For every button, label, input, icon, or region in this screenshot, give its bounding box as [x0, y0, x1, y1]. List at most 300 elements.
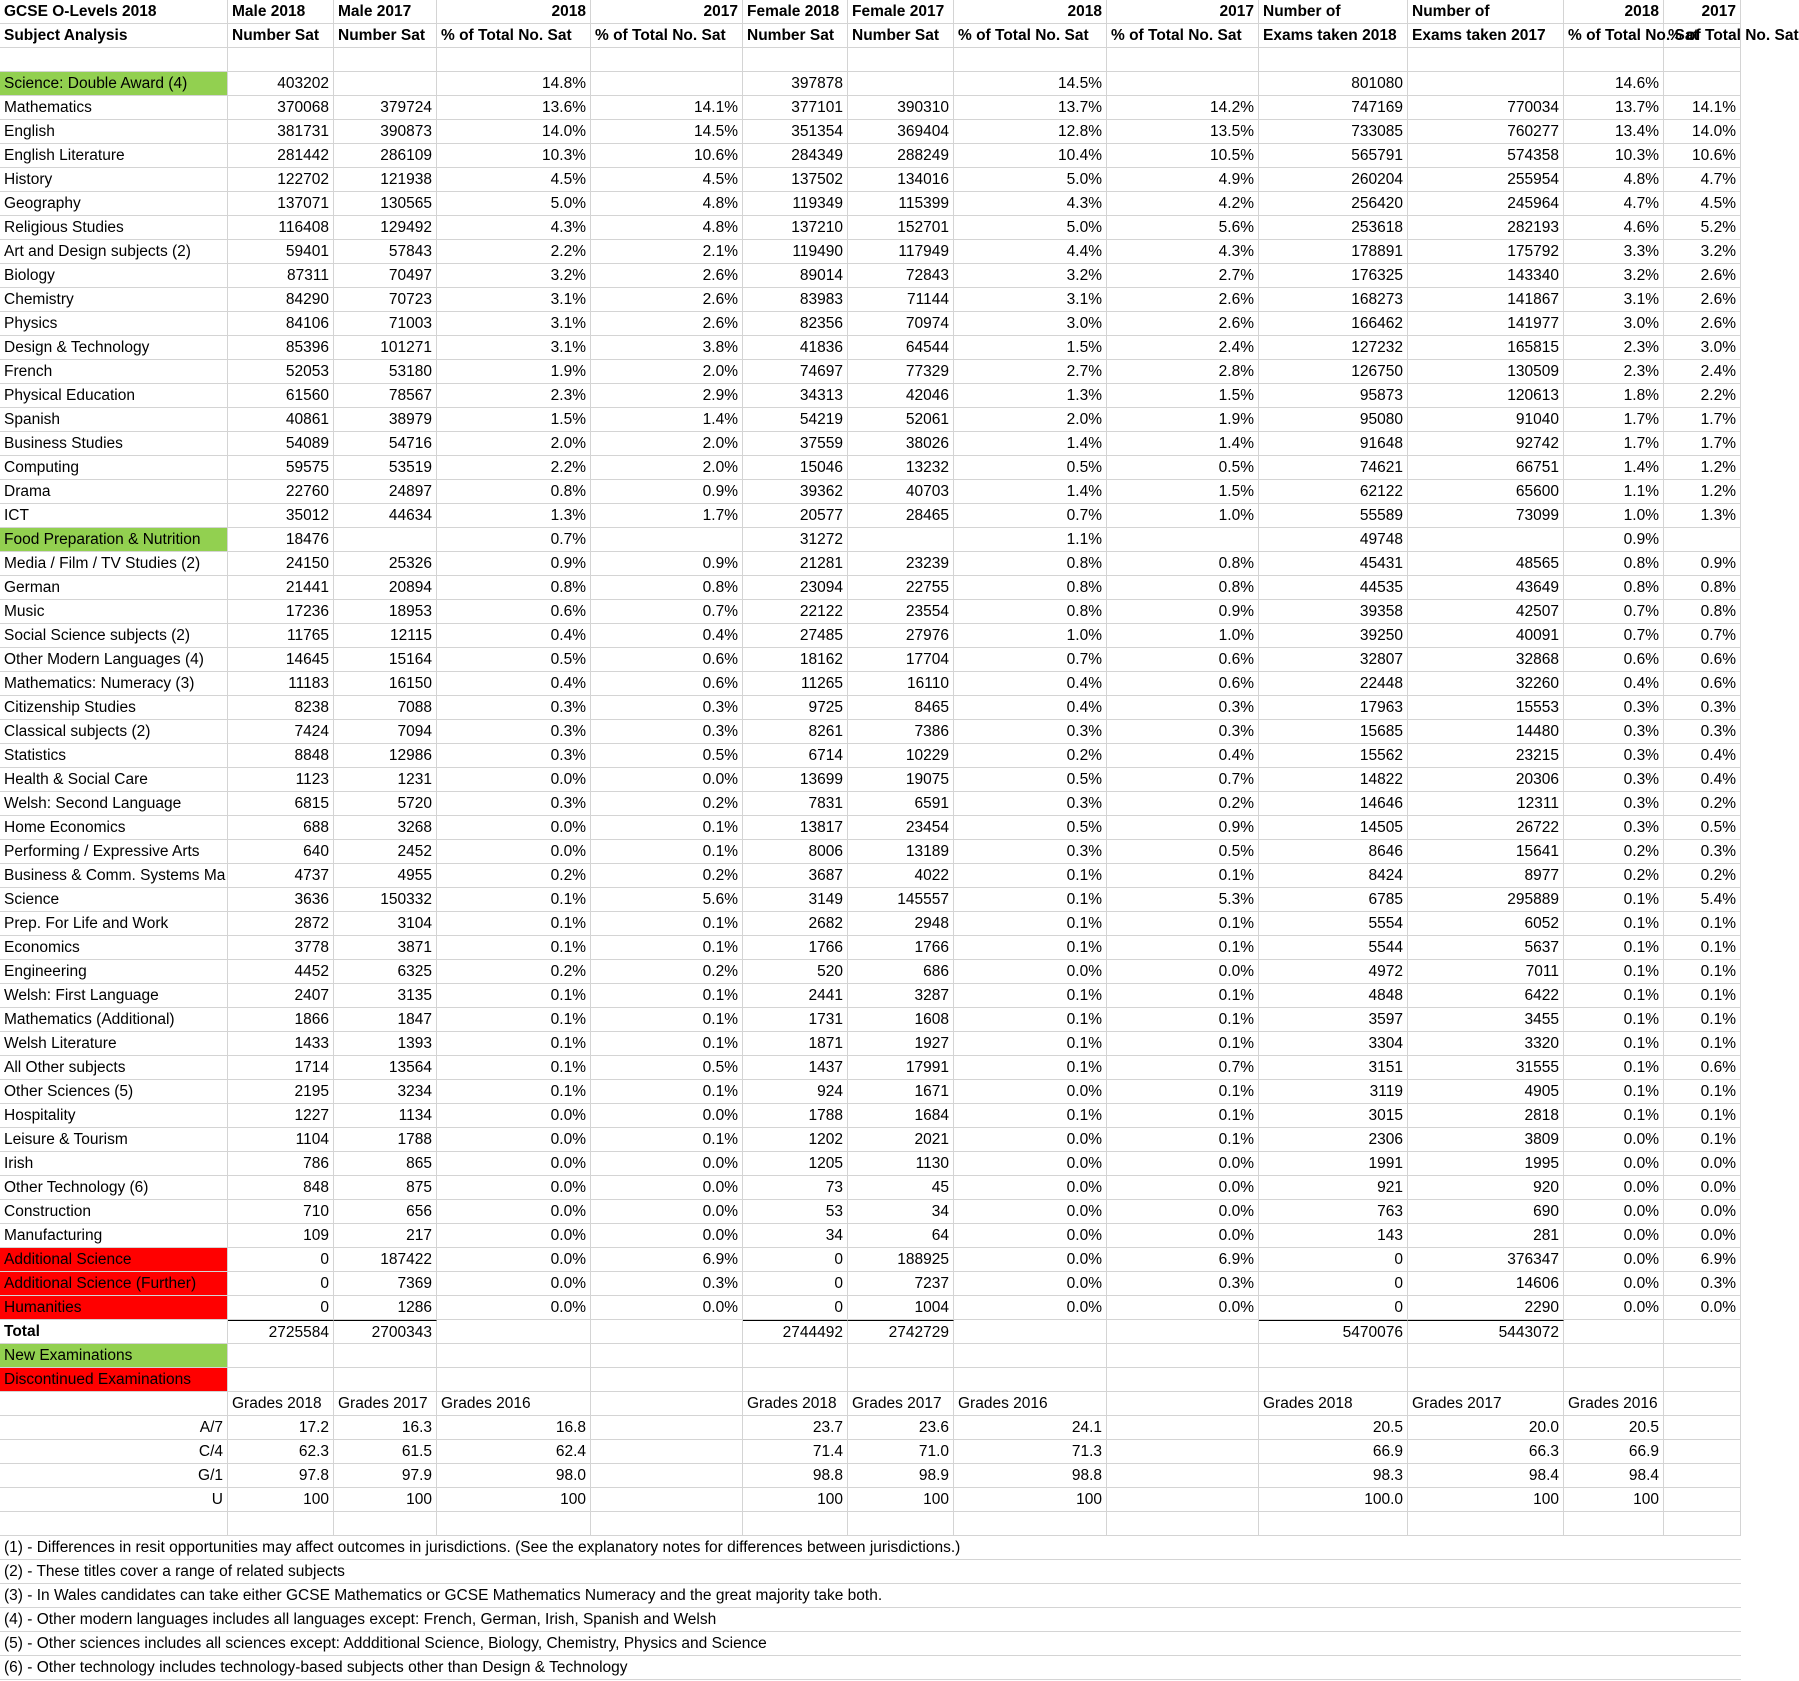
data-cell[interactable]: 89014 — [743, 264, 848, 288]
data-cell[interactable]: 0.2% — [1664, 864, 1741, 888]
data-cell[interactable]: 32260 — [1408, 672, 1564, 696]
grade-value[interactable] — [1107, 1464, 1259, 1488]
data-cell[interactable]: 3.1% — [437, 288, 591, 312]
data-cell[interactable]: 370068 — [228, 96, 334, 120]
grade-value[interactable] — [1107, 1440, 1259, 1464]
data-cell[interactable]: 134016 — [848, 168, 954, 192]
data-cell[interactable]: 71003 — [334, 312, 437, 336]
empty-cell[interactable] — [228, 1368, 334, 1392]
empty-cell[interactable] — [1259, 1512, 1408, 1536]
data-cell[interactable]: 3.3% — [1564, 240, 1664, 264]
data-cell[interactable]: 1.7% — [1664, 408, 1741, 432]
data-cell[interactable]: 0.8% — [1664, 600, 1741, 624]
subject-label[interactable]: Additional Science — [0, 1248, 228, 1272]
subject-label[interactable]: Welsh: Second Language — [0, 792, 228, 816]
data-cell[interactable]: 2.6% — [1664, 288, 1741, 312]
data-cell[interactable]: 0.3% — [1107, 696, 1259, 720]
data-cell[interactable]: 0.8% — [1664, 576, 1741, 600]
grade-value[interactable] — [1107, 1488, 1259, 1512]
data-cell[interactable]: 0.0% — [954, 1152, 1107, 1176]
data-cell[interactable]: 4.4% — [954, 240, 1107, 264]
data-cell[interactable]: 0.1% — [1564, 1080, 1664, 1104]
data-cell[interactable]: 2.3% — [437, 384, 591, 408]
data-cell[interactable]: 0.3% — [1564, 816, 1664, 840]
data-cell[interactable]: 4955 — [334, 864, 437, 888]
data-cell[interactable]: 282193 — [1408, 216, 1564, 240]
subject-label[interactable]: Irish — [0, 1152, 228, 1176]
grade-value[interactable] — [591, 1440, 743, 1464]
grade-value[interactable]: 71.3 — [954, 1440, 1107, 1464]
data-cell[interactable]: 44535 — [1259, 576, 1408, 600]
data-cell[interactable]: 0.0% — [591, 1200, 743, 1224]
empty-cell[interactable] — [0, 1392, 228, 1416]
data-cell[interactable]: 16110 — [848, 672, 954, 696]
data-cell[interactable]: 2.0% — [954, 408, 1107, 432]
data-cell[interactable]: 1.4% — [1564, 456, 1664, 480]
data-cell[interactable]: 1.3% — [437, 504, 591, 528]
data-cell[interactable]: 3.2% — [1564, 264, 1664, 288]
grades-header[interactable]: Grades 2017 — [848, 1392, 954, 1416]
data-cell[interactable]: 53519 — [334, 456, 437, 480]
subject-label[interactable]: Other Sciences (5) — [0, 1080, 228, 1104]
data-cell[interactable]: 2.0% — [591, 456, 743, 480]
data-cell[interactable]: 3597 — [1259, 1008, 1408, 1032]
data-cell[interactable]: 0.3% — [437, 720, 591, 744]
data-cell[interactable]: 0.3% — [1564, 792, 1664, 816]
data-cell[interactable]: 18953 — [334, 600, 437, 624]
column-header[interactable]: Exams taken 2018 — [1259, 24, 1408, 48]
subject-label[interactable]: Art and Design subjects (2) — [0, 240, 228, 264]
data-cell[interactable]: 0.0% — [1564, 1200, 1664, 1224]
data-cell[interactable]: 175792 — [1408, 240, 1564, 264]
data-cell[interactable]: 865 — [334, 1152, 437, 1176]
data-cell[interactable]: 4.8% — [1564, 168, 1664, 192]
data-cell[interactable]: 0.2% — [1664, 792, 1741, 816]
data-cell[interactable]: 22448 — [1259, 672, 1408, 696]
data-cell[interactable]: 14.1% — [591, 96, 743, 120]
data-cell[interactable]: 0.2% — [437, 864, 591, 888]
data-cell[interactable]: 31272 — [743, 528, 848, 552]
data-cell[interactable]: 0.0% — [954, 1080, 1107, 1104]
data-cell[interactable]: 152701 — [848, 216, 954, 240]
data-cell[interactable]: 0.1% — [437, 1056, 591, 1080]
data-cell[interactable]: 0.0% — [1107, 1224, 1259, 1248]
empty-cell[interactable] — [848, 1368, 954, 1392]
data-cell[interactable]: 2948 — [848, 912, 954, 936]
data-cell[interactable]: 0.0% — [437, 1104, 591, 1128]
data-cell[interactable]: 0.0% — [1107, 960, 1259, 984]
grade-value[interactable]: 24.1 — [954, 1416, 1107, 1440]
subject-label[interactable]: Science — [0, 888, 228, 912]
empty-cell[interactable] — [1564, 48, 1664, 72]
data-cell[interactable]: 2.2% — [437, 456, 591, 480]
data-cell[interactable]: 119349 — [743, 192, 848, 216]
data-cell[interactable] — [1664, 528, 1741, 552]
data-cell[interactable]: 1123 — [228, 768, 334, 792]
data-cell[interactable]: 3687 — [743, 864, 848, 888]
data-cell[interactable]: 8465 — [848, 696, 954, 720]
subject-label[interactable]: English — [0, 120, 228, 144]
data-cell[interactable]: 0.1% — [954, 1008, 1107, 1032]
data-cell[interactable]: 49748 — [1259, 528, 1408, 552]
data-cell[interactable]: 4848 — [1259, 984, 1408, 1008]
subject-label[interactable]: French — [0, 360, 228, 384]
data-cell[interactable]: 14.2% — [1107, 96, 1259, 120]
data-cell[interactable]: 0.0% — [1564, 1296, 1664, 1320]
column-header[interactable]: 2017 — [591, 0, 743, 24]
subject-label[interactable]: Business Studies — [0, 432, 228, 456]
data-cell[interactable]: 0.7% — [437, 528, 591, 552]
data-cell[interactable]: 13.6% — [437, 96, 591, 120]
data-cell[interactable]: 14822 — [1259, 768, 1408, 792]
grade-value[interactable] — [1107, 1416, 1259, 1440]
data-cell[interactable]: 4.3% — [1107, 240, 1259, 264]
data-cell[interactable]: 2.3% — [1564, 336, 1664, 360]
data-cell[interactable]: 0.5% — [1664, 816, 1741, 840]
data-cell[interactable]: 23239 — [848, 552, 954, 576]
data-cell[interactable]: 0.1% — [437, 1008, 591, 1032]
empty-cell[interactable] — [1408, 1512, 1564, 1536]
data-cell[interactable]: 0.3% — [1107, 720, 1259, 744]
total-cell[interactable] — [591, 1320, 743, 1344]
data-cell[interactable]: 2452 — [334, 840, 437, 864]
data-cell[interactable]: 7831 — [743, 792, 848, 816]
data-cell[interactable]: 84106 — [228, 312, 334, 336]
grade-value[interactable] — [591, 1416, 743, 1440]
data-cell[interactable]: 0.0% — [591, 768, 743, 792]
data-cell[interactable]: 10229 — [848, 744, 954, 768]
data-cell[interactable]: 8424 — [1259, 864, 1408, 888]
data-cell[interactable]: 2.6% — [1107, 288, 1259, 312]
subject-label[interactable]: Food Preparation & Nutrition — [0, 528, 228, 552]
subject-label[interactable]: Other Modern Languages (4) — [0, 648, 228, 672]
subject-label[interactable]: Music — [0, 600, 228, 624]
data-cell[interactable]: 0.1% — [954, 912, 1107, 936]
data-cell[interactable]: 0.1% — [954, 984, 1107, 1008]
data-cell[interactable]: 82356 — [743, 312, 848, 336]
data-cell[interactable]: 390873 — [334, 120, 437, 144]
data-cell[interactable]: 0.1% — [591, 936, 743, 960]
data-cell[interactable]: 0.4% — [1664, 744, 1741, 768]
data-cell[interactable]: 10.4% — [954, 144, 1107, 168]
subject-label[interactable]: English Literature — [0, 144, 228, 168]
data-cell[interactable]: 20577 — [743, 504, 848, 528]
data-cell[interactable]: 0.5% — [437, 648, 591, 672]
data-cell[interactable]: 1.8% — [1564, 384, 1664, 408]
data-cell[interactable]: 3320 — [1408, 1032, 1564, 1056]
grade-value[interactable]: 20.0 — [1408, 1416, 1564, 1440]
data-cell[interactable]: 71144 — [848, 288, 954, 312]
data-cell[interactable]: 4022 — [848, 864, 954, 888]
data-cell[interactable]: 0.1% — [1664, 936, 1741, 960]
data-cell[interactable]: 73 — [743, 1176, 848, 1200]
column-header[interactable]: % of Total No. Sat — [1107, 24, 1259, 48]
empty-cell[interactable] — [1664, 1344, 1741, 1368]
data-cell[interactable]: 7237 — [848, 1272, 954, 1296]
empty-cell[interactable] — [228, 1344, 334, 1368]
data-cell[interactable]: 286109 — [334, 144, 437, 168]
data-cell[interactable]: 3.2% — [1664, 240, 1741, 264]
data-cell[interactable]: 381731 — [228, 120, 334, 144]
data-cell[interactable]: 848 — [228, 1176, 334, 1200]
column-header[interactable]: Number of — [1259, 0, 1408, 24]
data-cell[interactable]: 0.5% — [591, 744, 743, 768]
empty-cell[interactable] — [1564, 1368, 1664, 1392]
empty-cell[interactable] — [1408, 1368, 1564, 1392]
data-cell[interactable]: 1437 — [743, 1056, 848, 1080]
data-cell[interactable]: 0 — [743, 1296, 848, 1320]
data-cell[interactable]: 17963 — [1259, 696, 1408, 720]
empty-cell[interactable] — [591, 48, 743, 72]
data-cell[interactable]: 0.0% — [1107, 1200, 1259, 1224]
data-cell[interactable]: 1104 — [228, 1128, 334, 1152]
subject-label[interactable]: Design & Technology — [0, 336, 228, 360]
data-cell[interactable]: 48565 — [1408, 552, 1564, 576]
data-cell[interactable]: 166462 — [1259, 312, 1408, 336]
data-cell[interactable]: 0.3% — [591, 720, 743, 744]
data-cell[interactable]: 0.1% — [591, 840, 743, 864]
data-cell[interactable]: 3015 — [1259, 1104, 1408, 1128]
data-cell[interactable]: 3287 — [848, 984, 954, 1008]
data-cell[interactable]: 0.1% — [1107, 936, 1259, 960]
data-cell[interactable]: 1.5% — [1107, 480, 1259, 504]
data-cell[interactable]: 3778 — [228, 936, 334, 960]
data-cell[interactable]: 4.2% — [1107, 192, 1259, 216]
data-cell[interactable]: 376347 — [1408, 1248, 1564, 1272]
data-cell[interactable]: 747169 — [1259, 96, 1408, 120]
data-cell[interactable]: 13.5% — [1107, 120, 1259, 144]
data-cell[interactable]: 0.0% — [437, 1152, 591, 1176]
grade-value[interactable]: 100.0 — [1259, 1488, 1408, 1512]
data-cell[interactable]: 26722 — [1408, 816, 1564, 840]
data-cell[interactable]: 0.1% — [591, 1128, 743, 1152]
empty-cell[interactable] — [954, 1344, 1107, 1368]
data-cell[interactable]: 0.0% — [437, 1224, 591, 1248]
empty-cell[interactable] — [591, 1368, 743, 1392]
data-cell[interactable]: 4.5% — [591, 168, 743, 192]
data-cell[interactable]: 0.9% — [1107, 600, 1259, 624]
subject-label[interactable]: Manufacturing — [0, 1224, 228, 1248]
data-cell[interactable]: 6815 — [228, 792, 334, 816]
empty-cell[interactable] — [1259, 48, 1408, 72]
data-cell[interactable]: 15046 — [743, 456, 848, 480]
data-cell[interactable]: 1.1% — [954, 528, 1107, 552]
data-cell[interactable]: 42507 — [1408, 600, 1564, 624]
column-header[interactable]: % of Total No. Sat — [1564, 24, 1664, 48]
data-cell[interactable]: 130565 — [334, 192, 437, 216]
data-cell[interactable]: 379724 — [334, 96, 437, 120]
data-cell[interactable]: 0.1% — [591, 816, 743, 840]
data-cell[interactable]: 690 — [1408, 1200, 1564, 1224]
data-cell[interactable]: 0.9% — [591, 480, 743, 504]
data-cell[interactable]: 2682 — [743, 912, 848, 936]
data-cell[interactable]: 0.7% — [954, 648, 1107, 672]
data-cell[interactable]: 0 — [228, 1272, 334, 1296]
data-cell[interactable]: 1.4% — [591, 408, 743, 432]
data-cell[interactable]: 6052 — [1408, 912, 1564, 936]
data-cell[interactable]: 0.3% — [1107, 1272, 1259, 1296]
data-cell[interactable]: 0.0% — [437, 1272, 591, 1296]
grade-value[interactable]: 97.9 — [334, 1464, 437, 1488]
empty-cell[interactable] — [1408, 48, 1564, 72]
grade-label[interactable]: U — [0, 1488, 228, 1512]
data-cell[interactable]: 129492 — [334, 216, 437, 240]
data-cell[interactable]: 28465 — [848, 504, 954, 528]
data-cell[interactable]: 119490 — [743, 240, 848, 264]
data-cell[interactable]: 2.4% — [1664, 360, 1741, 384]
data-cell[interactable]: 40861 — [228, 408, 334, 432]
data-cell[interactable]: 1.5% — [954, 336, 1107, 360]
data-cell[interactable]: 0.2% — [1564, 864, 1664, 888]
subject-label[interactable]: Home Economics — [0, 816, 228, 840]
empty-cell[interactable] — [743, 1344, 848, 1368]
data-cell[interactable]: 24897 — [334, 480, 437, 504]
data-cell[interactable]: 0.1% — [437, 888, 591, 912]
subject-label[interactable]: Media / Film / TV Studies (2) — [0, 552, 228, 576]
data-cell[interactable]: 0.3% — [1664, 840, 1741, 864]
grades-header[interactable] — [591, 1392, 743, 1416]
data-cell[interactable]: 137071 — [228, 192, 334, 216]
data-cell[interactable]: 0.2% — [437, 960, 591, 984]
empty-cell[interactable] — [0, 48, 228, 72]
data-cell[interactable] — [1408, 72, 1564, 96]
data-cell[interactable]: 14.6% — [1564, 72, 1664, 96]
empty-cell[interactable] — [437, 1512, 591, 1536]
empty-cell[interactable] — [1107, 1368, 1259, 1392]
data-cell[interactable]: 710 — [228, 1200, 334, 1224]
data-cell[interactable]: 1766 — [848, 936, 954, 960]
grade-value[interactable]: 23.7 — [743, 1416, 848, 1440]
subject-label[interactable]: Statistics — [0, 744, 228, 768]
data-cell[interactable]: 0.3% — [1664, 1272, 1741, 1296]
subject-label[interactable]: Physics — [0, 312, 228, 336]
empty-cell[interactable] — [1107, 1512, 1259, 1536]
data-cell[interactable]: 10.6% — [1664, 144, 1741, 168]
data-cell[interactable]: 9725 — [743, 696, 848, 720]
data-cell[interactable]: 14645 — [228, 648, 334, 672]
data-cell[interactable]: 0.9% — [1664, 552, 1741, 576]
grade-value[interactable]: 100 — [228, 1488, 334, 1512]
data-cell[interactable]: 0.3% — [1564, 696, 1664, 720]
data-cell[interactable]: 4.3% — [437, 216, 591, 240]
data-cell[interactable]: 2.2% — [437, 240, 591, 264]
data-cell[interactable]: 1671 — [848, 1080, 954, 1104]
grade-value[interactable]: 61.5 — [334, 1440, 437, 1464]
data-cell[interactable]: 13699 — [743, 768, 848, 792]
data-cell[interactable]: 0.1% — [1107, 1128, 1259, 1152]
data-cell[interactable]: 6325 — [334, 960, 437, 984]
data-cell[interactable]: 0.0% — [1564, 1128, 1664, 1152]
data-cell[interactable]: 5720 — [334, 792, 437, 816]
data-cell[interactable]: 10.5% — [1107, 144, 1259, 168]
subject-label[interactable]: Hospitality — [0, 1104, 228, 1128]
subject-label[interactable]: Engineering — [0, 960, 228, 984]
subject-label[interactable]: Additional Science (Further) — [0, 1272, 228, 1296]
data-cell[interactable]: 70497 — [334, 264, 437, 288]
data-cell[interactable]: 70723 — [334, 288, 437, 312]
data-cell[interactable]: 0.0% — [1664, 1224, 1741, 1248]
data-cell[interactable]: 0.1% — [437, 912, 591, 936]
data-cell[interactable]: 13.7% — [954, 96, 1107, 120]
data-cell[interactable]: 0.0% — [591, 1176, 743, 1200]
subject-label[interactable]: ICT — [0, 504, 228, 528]
data-cell[interactable]: 14.0% — [437, 120, 591, 144]
data-cell[interactable]: 0.1% — [591, 1080, 743, 1104]
data-cell[interactable]: 101271 — [334, 336, 437, 360]
data-cell[interactable]: 0.7% — [1564, 600, 1664, 624]
data-cell[interactable]: 0.0% — [437, 840, 591, 864]
data-cell[interactable]: 143340 — [1408, 264, 1564, 288]
data-cell[interactable]: 1.1% — [1564, 480, 1664, 504]
empty-cell[interactable] — [0, 1512, 228, 1536]
empty-cell[interactable] — [437, 1344, 591, 1368]
data-cell[interactable]: 1847 — [334, 1008, 437, 1032]
data-cell[interactable]: 0.4% — [954, 672, 1107, 696]
data-cell[interactable]: 62122 — [1259, 480, 1408, 504]
data-cell[interactable]: 3455 — [1408, 1008, 1564, 1032]
data-cell[interactable]: 8646 — [1259, 840, 1408, 864]
data-cell[interactable]: 5.0% — [954, 168, 1107, 192]
data-cell[interactable]: 0.0% — [954, 1176, 1107, 1200]
data-cell[interactable]: 0.0% — [954, 1200, 1107, 1224]
data-cell[interactable]: 39250 — [1259, 624, 1408, 648]
data-cell[interactable]: 0.2% — [591, 960, 743, 984]
subject-label[interactable]: Chemistry — [0, 288, 228, 312]
data-cell[interactable]: 1205 — [743, 1152, 848, 1176]
data-cell[interactable]: 0.6% — [1107, 648, 1259, 672]
data-cell[interactable]: 0.8% — [1107, 576, 1259, 600]
column-header[interactable]: % of Total No. Sat — [954, 24, 1107, 48]
empty-cell[interactable] — [1259, 1368, 1408, 1392]
grades-header[interactable]: Grades 2016 — [437, 1392, 591, 1416]
data-cell[interactable]: 3268 — [334, 816, 437, 840]
total-cell[interactable] — [1564, 1320, 1664, 1344]
data-cell[interactable]: 0.0% — [1107, 1152, 1259, 1176]
data-cell[interactable]: 0.1% — [1107, 984, 1259, 1008]
data-cell[interactable]: 78567 — [334, 384, 437, 408]
data-cell[interactable]: 24150 — [228, 552, 334, 576]
data-cell[interactable]: 3151 — [1259, 1056, 1408, 1080]
data-cell[interactable]: 3636 — [228, 888, 334, 912]
data-cell[interactable]: 0.0% — [1664, 1176, 1741, 1200]
data-cell[interactable]: 7088 — [334, 696, 437, 720]
grade-value[interactable]: 71.4 — [743, 1440, 848, 1464]
grade-value[interactable]: 97.8 — [228, 1464, 334, 1488]
data-cell[interactable]: 0.7% — [1107, 768, 1259, 792]
data-cell[interactable]: 0.3% — [437, 744, 591, 768]
data-cell[interactable]: 39362 — [743, 480, 848, 504]
data-cell[interactable]: 38026 — [848, 432, 954, 456]
data-cell[interactable] — [334, 528, 437, 552]
data-cell[interactable]: 54219 — [743, 408, 848, 432]
data-cell[interactable]: 5.6% — [1107, 216, 1259, 240]
empty-cell[interactable] — [1664, 48, 1741, 72]
data-cell[interactable]: 0.4% — [1664, 768, 1741, 792]
grade-value[interactable] — [591, 1488, 743, 1512]
data-cell[interactable]: 4.8% — [591, 192, 743, 216]
data-cell[interactable]: 0.1% — [1564, 1104, 1664, 1128]
empty-cell[interactable] — [437, 48, 591, 72]
grade-value[interactable]: 71.0 — [848, 1440, 954, 1464]
data-cell[interactable]: 1788 — [334, 1128, 437, 1152]
data-cell[interactable]: 34 — [743, 1224, 848, 1248]
data-cell[interactable]: 0.3% — [591, 1272, 743, 1296]
data-cell[interactable]: 1.0% — [1107, 624, 1259, 648]
grade-value[interactable]: 100 — [1408, 1488, 1564, 1512]
data-cell[interactable]: 59575 — [228, 456, 334, 480]
subject-label[interactable]: Religious Studies — [0, 216, 228, 240]
data-cell[interactable]: 0.0% — [437, 816, 591, 840]
